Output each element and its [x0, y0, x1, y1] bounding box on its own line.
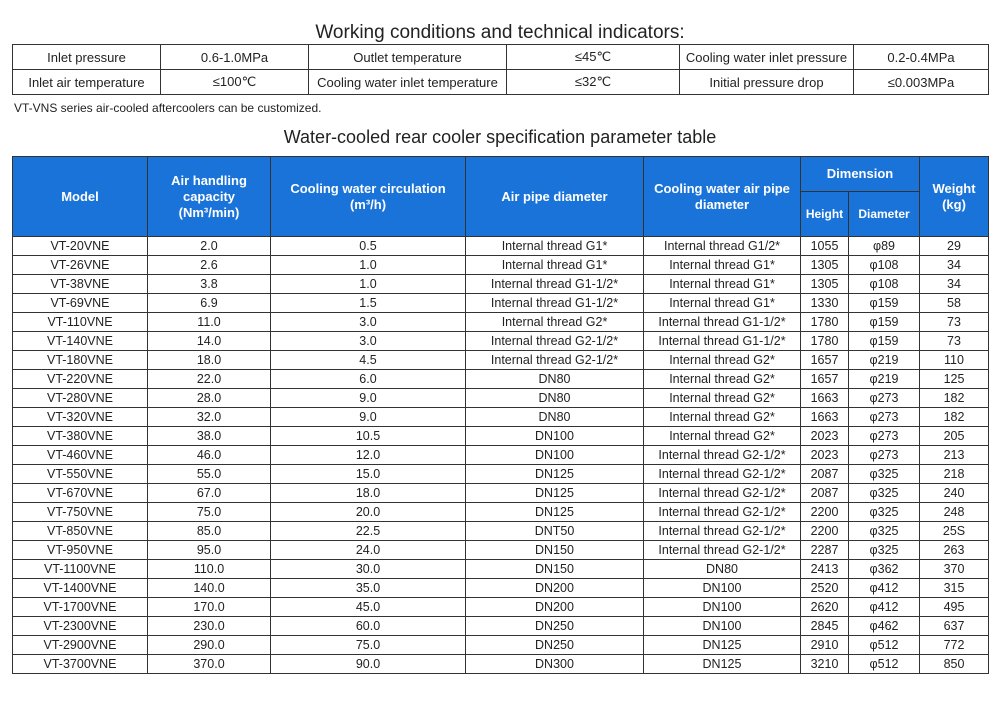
header-diameter: Diameter [849, 192, 920, 237]
cell-water-pipe: Internal thread G1-1/2* [644, 332, 801, 351]
cell-height: 2910 [801, 636, 849, 655]
cell-water-pipe: Internal thread G1* [644, 256, 801, 275]
header-dimension: Dimension [801, 157, 920, 192]
cell-height: 2200 [801, 522, 849, 541]
cell-water-pipe: Internal thread G2-1/2* [644, 446, 801, 465]
cell-model: VT-950VNE [13, 541, 148, 560]
cell-capacity: 2.6 [148, 256, 271, 275]
header-cooling-circulation [271, 157, 466, 237]
cell-capacity: 38.0 [148, 427, 271, 446]
header-cooling-line1: Cooling water circulation [290, 180, 446, 196]
header-air-pipe: Air pipe diameter [466, 157, 644, 237]
table-row [13, 332, 989, 351]
cell-water-pipe: Internal thread G1-1/2* [644, 313, 801, 332]
table-row [13, 484, 989, 503]
cell-air-pipe: Internal thread G2-1/2* [466, 351, 644, 370]
cell-height: 2087 [801, 465, 849, 484]
cell-air-pipe: DN125 [466, 503, 644, 522]
spec-table [12, 156, 989, 674]
cell-cooling-circulation: 24.0 [271, 541, 466, 560]
cell-water-pipe: DN100 [644, 579, 801, 598]
cell-height: 3210 [801, 655, 849, 674]
cell-cooling-circulation: 9.0 [271, 408, 466, 427]
cell-water-pipe: Internal thread G1* [644, 275, 801, 294]
cell-height: 2023 [801, 427, 849, 446]
table-row [13, 427, 989, 446]
cell-air-pipe: DN80 [466, 370, 644, 389]
cell-capacity: 230.0 [148, 617, 271, 636]
header-cooling-unit: (m³/h) [349, 196, 387, 212]
table-row [13, 560, 989, 579]
cell-diameter: φ273 [849, 446, 920, 465]
cell-diameter: φ159 [849, 294, 920, 313]
cell-air-pipe: Internal thread G1* [466, 256, 644, 275]
cell-diameter: φ273 [849, 427, 920, 446]
condition-value: 0.2-0.4MPa [854, 45, 989, 70]
condition-label: Inlet pressure [13, 45, 161, 70]
cell-capacity: 14.0 [148, 332, 271, 351]
cell-diameter: φ412 [849, 579, 920, 598]
cell-model: VT-380VNE [13, 427, 148, 446]
cell-cooling-circulation: 75.0 [271, 636, 466, 655]
cell-capacity: 140.0 [148, 579, 271, 598]
cell-water-pipe: Internal thread G2* [644, 370, 801, 389]
cell-water-pipe: Internal thread G1/2* [644, 237, 801, 256]
table-row [13, 503, 989, 522]
cell-water-pipe: Internal thread G2* [644, 389, 801, 408]
header-weight-line1: Weight [932, 180, 976, 196]
cell-weight: 218 [920, 465, 989, 484]
cell-model: VT-3700VNE [13, 655, 148, 674]
cell-weight: 34 [920, 275, 989, 294]
cell-diameter: φ219 [849, 351, 920, 370]
cell-model: VT-26VNE [13, 256, 148, 275]
cell-weight: 73 [920, 332, 989, 351]
cell-water-pipe: Internal thread G2-1/2* [644, 541, 801, 560]
cell-water-pipe: Internal thread G1* [644, 294, 801, 313]
cell-model: VT-69VNE [13, 294, 148, 313]
cell-weight: 370 [920, 560, 989, 579]
cell-height: 2200 [801, 503, 849, 522]
cell-height: 2087 [801, 484, 849, 503]
cell-weight: 25S [920, 522, 989, 541]
condition-value: ≤45℃ [507, 45, 680, 70]
cell-cooling-circulation: 30.0 [271, 560, 466, 579]
cell-cooling-circulation: 90.0 [271, 655, 466, 674]
cell-height: 2520 [801, 579, 849, 598]
cell-model: VT-750VNE [13, 503, 148, 522]
cell-diameter: φ412 [849, 598, 920, 617]
cell-water-pipe: Internal thread G2* [644, 427, 801, 446]
cell-capacity: 2.0 [148, 237, 271, 256]
cell-water-pipe: DN80 [644, 560, 801, 579]
cell-weight: 58 [920, 294, 989, 313]
cell-capacity: 22.0 [148, 370, 271, 389]
cell-height: 1657 [801, 370, 849, 389]
spec-table-title: Water-cooled rear cooler specification parameter table [283, 127, 717, 147]
cell-air-pipe: Internal thread G1-1/2* [466, 294, 644, 313]
table-row [13, 465, 989, 484]
cell-air-pipe: Internal thread G1-1/2* [466, 275, 644, 294]
cell-capacity: 67.0 [148, 484, 271, 503]
table-row [13, 313, 989, 332]
cell-air-pipe: DN80 [466, 408, 644, 427]
cell-water-pipe: Internal thread G2* [644, 351, 801, 370]
cell-weight: 182 [920, 408, 989, 427]
cell-weight: 263 [920, 541, 989, 560]
cell-height: 2413 [801, 560, 849, 579]
cell-model: VT-670VNE [13, 484, 148, 503]
cell-model: VT-1700VNE [13, 598, 148, 617]
cell-diameter: φ108 [849, 275, 920, 294]
header-weight [920, 157, 989, 237]
cell-cooling-circulation: 3.0 [271, 313, 466, 332]
customization-note: VT-VNS series air-cooled aftercoolers can be customized. [14, 101, 322, 115]
cell-capacity: 6.9 [148, 294, 271, 313]
cell-cooling-circulation: 1.5 [271, 294, 466, 313]
cell-weight: 29 [920, 237, 989, 256]
table-row [13, 617, 989, 636]
cell-capacity: 28.0 [148, 389, 271, 408]
cell-height: 2620 [801, 598, 849, 617]
header-water-pipe-line2: diameter [694, 196, 750, 212]
cell-diameter: φ159 [849, 332, 920, 351]
cell-air-pipe: DN100 [466, 427, 644, 446]
cell-cooling-circulation: 3.0 [271, 332, 466, 351]
cell-height: 2023 [801, 446, 849, 465]
cell-diameter: φ325 [849, 503, 920, 522]
cell-height: 1305 [801, 256, 849, 275]
conditions-title: Working conditions and technical indicators: [315, 22, 685, 43]
cell-model: VT-2300VNE [13, 617, 148, 636]
condition-label: Cooling water inlet temperature [309, 70, 507, 95]
cell-air-pipe: DN200 [466, 579, 644, 598]
table-row [13, 408, 989, 427]
cell-height: 2287 [801, 541, 849, 560]
cell-air-pipe: DN150 [466, 560, 644, 579]
cell-model: VT-180VNE [13, 351, 148, 370]
cell-cooling-circulation: 1.0 [271, 275, 466, 294]
cell-cooling-circulation: 15.0 [271, 465, 466, 484]
cell-weight: 213 [920, 446, 989, 465]
cell-model: VT-20VNE [13, 237, 148, 256]
cell-weight: 495 [920, 598, 989, 617]
cell-capacity: 370.0 [148, 655, 271, 674]
table-row [13, 370, 989, 389]
header-capacity-line1: Air handling [171, 172, 247, 188]
table-row [13, 446, 989, 465]
cell-diameter: φ325 [849, 522, 920, 541]
cell-cooling-circulation: 1.0 [271, 256, 466, 275]
cell-water-pipe: Internal thread G2-1/2* [644, 522, 801, 541]
cell-diameter: φ325 [849, 465, 920, 484]
header-water-pipe [644, 157, 801, 237]
cell-height: 2845 [801, 617, 849, 636]
cell-model: VT-280VNE [13, 389, 148, 408]
cell-capacity: 110.0 [148, 560, 271, 579]
condition-value: ≤0.003MPa [854, 70, 989, 95]
cell-model: VT-1400VNE [13, 579, 148, 598]
cell-capacity: 290.0 [148, 636, 271, 655]
cell-weight: 637 [920, 617, 989, 636]
table-row [13, 237, 989, 256]
table-row [13, 655, 989, 674]
condition-value: ≤32℃ [507, 70, 680, 95]
cell-weight: 850 [920, 655, 989, 674]
cell-cooling-circulation: 0.5 [271, 237, 466, 256]
cell-diameter: φ462 [849, 617, 920, 636]
cell-capacity: 95.0 [148, 541, 271, 560]
cell-capacity: 85.0 [148, 522, 271, 541]
cell-air-pipe: Internal thread G2* [466, 313, 644, 332]
cell-diameter: φ273 [849, 389, 920, 408]
cell-weight: 34 [920, 256, 989, 275]
table-row [13, 275, 989, 294]
condition-label: Inlet air temperature [13, 70, 161, 95]
cell-diameter: φ159 [849, 313, 920, 332]
cell-height: 1663 [801, 408, 849, 427]
condition-value: 0.6-1.0MPa [161, 45, 309, 70]
cell-model: VT-2900VNE [13, 636, 148, 655]
cell-air-pipe: DN150 [466, 541, 644, 560]
cell-air-pipe: DN125 [466, 465, 644, 484]
cell-capacity: 46.0 [148, 446, 271, 465]
cell-model: VT-140VNE [13, 332, 148, 351]
cell-model: VT-460VNE [13, 446, 148, 465]
conditions-row [13, 70, 989, 95]
cell-cooling-circulation: 9.0 [271, 389, 466, 408]
table-row [13, 541, 989, 560]
header-capacity-line2: capacity [182, 188, 236, 204]
cell-model: VT-320VNE [13, 408, 148, 427]
header-water-pipe-line1: Cooling water air pipe [654, 180, 790, 196]
cell-diameter: φ89 [849, 237, 920, 256]
cell-cooling-circulation: 18.0 [271, 484, 466, 503]
cell-capacity: 170.0 [148, 598, 271, 617]
cell-height: 1780 [801, 313, 849, 332]
table-row [13, 294, 989, 313]
cell-model: VT-110VNE [13, 313, 148, 332]
table-row [13, 636, 989, 655]
cell-model: VT-850VNE [13, 522, 148, 541]
cell-height: 1780 [801, 332, 849, 351]
cell-height: 1055 [801, 237, 849, 256]
cell-capacity: 11.0 [148, 313, 271, 332]
header-capacity [148, 157, 271, 237]
cell-model: VT-550VNE [13, 465, 148, 484]
condition-label: Outlet temperature [309, 45, 507, 70]
conditions-table-body [13, 45, 989, 95]
cell-model: VT-220VNE [13, 370, 148, 389]
cell-water-pipe: DN100 [644, 598, 801, 617]
cell-water-pipe: DN100 [644, 617, 801, 636]
cell-weight: 248 [920, 503, 989, 522]
cell-water-pipe: Internal thread G2-1/2* [644, 484, 801, 503]
cell-air-pipe: DN80 [466, 389, 644, 408]
table-row [13, 579, 989, 598]
cell-model: VT-38VNE [13, 275, 148, 294]
cell-air-pipe: DN200 [466, 598, 644, 617]
header-model: Model [13, 157, 148, 237]
cell-cooling-circulation: 45.0 [271, 598, 466, 617]
cell-water-pipe: Internal thread G2-1/2* [644, 503, 801, 522]
cell-height: 1663 [801, 389, 849, 408]
cell-diameter: φ108 [849, 256, 920, 275]
cell-cooling-circulation: 35.0 [271, 579, 466, 598]
cell-water-pipe: Internal thread G2* [644, 408, 801, 427]
table-row [13, 598, 989, 617]
header-weight-unit: (kg) [942, 196, 966, 212]
cell-height: 1330 [801, 294, 849, 313]
condition-label: Cooling water inlet pressure [680, 45, 854, 70]
cell-weight: 772 [920, 636, 989, 655]
cell-air-pipe: DN250 [466, 636, 644, 655]
cell-diameter: φ512 [849, 636, 920, 655]
cell-height: 1305 [801, 275, 849, 294]
cell-air-pipe: DN250 [466, 617, 644, 636]
cell-cooling-circulation: 12.0 [271, 446, 466, 465]
condition-label: Initial pressure drop [680, 70, 854, 95]
table-row [13, 522, 989, 541]
cell-weight: 110 [920, 351, 989, 370]
cell-weight: 240 [920, 484, 989, 503]
table-row [13, 256, 989, 275]
cell-weight: 182 [920, 389, 989, 408]
table-row [13, 389, 989, 408]
cell-capacity: 18.0 [148, 351, 271, 370]
cell-water-pipe: DN125 [644, 655, 801, 674]
cell-capacity: 32.0 [148, 408, 271, 427]
cell-weight: 315 [920, 579, 989, 598]
cell-cooling-circulation: 20.0 [271, 503, 466, 522]
cell-water-pipe: Internal thread G2-1/2* [644, 465, 801, 484]
cell-capacity: 55.0 [148, 465, 271, 484]
cell-air-pipe: Internal thread G2-1/2* [466, 332, 644, 351]
header-height: Height [801, 192, 849, 237]
cell-water-pipe: DN125 [644, 636, 801, 655]
cell-weight: 205 [920, 427, 989, 446]
cell-diameter: φ325 [849, 484, 920, 503]
cell-capacity: 75.0 [148, 503, 271, 522]
cell-cooling-circulation: 60.0 [271, 617, 466, 636]
conditions-table [12, 44, 989, 95]
cell-air-pipe: DN300 [466, 655, 644, 674]
cell-air-pipe: DN125 [466, 484, 644, 503]
cell-capacity: 3.8 [148, 275, 271, 294]
conditions-row [13, 45, 989, 70]
cell-diameter: φ273 [849, 408, 920, 427]
cell-model: VT-1100VNE [13, 560, 148, 579]
cell-cooling-circulation: 22.5 [271, 522, 466, 541]
cell-cooling-circulation: 4.5 [271, 351, 466, 370]
header-capacity-unit: (Nm³/min) [178, 204, 240, 220]
condition-value: ≤100℃ [161, 70, 309, 95]
cell-diameter: φ512 [849, 655, 920, 674]
spec-table-body [13, 237, 989, 674]
cell-cooling-circulation: 10.5 [271, 427, 466, 446]
cell-height: 1657 [801, 351, 849, 370]
cell-diameter: φ219 [849, 370, 920, 389]
cell-air-pipe: DNT50 [466, 522, 644, 541]
cell-diameter: φ325 [849, 541, 920, 560]
cell-weight: 73 [920, 313, 989, 332]
table-row [13, 351, 989, 370]
cell-air-pipe: DN100 [466, 446, 644, 465]
cell-diameter: φ362 [849, 560, 920, 579]
cell-weight: 125 [920, 370, 989, 389]
cell-air-pipe: Internal thread G1* [466, 237, 644, 256]
cell-cooling-circulation: 6.0 [271, 370, 466, 389]
